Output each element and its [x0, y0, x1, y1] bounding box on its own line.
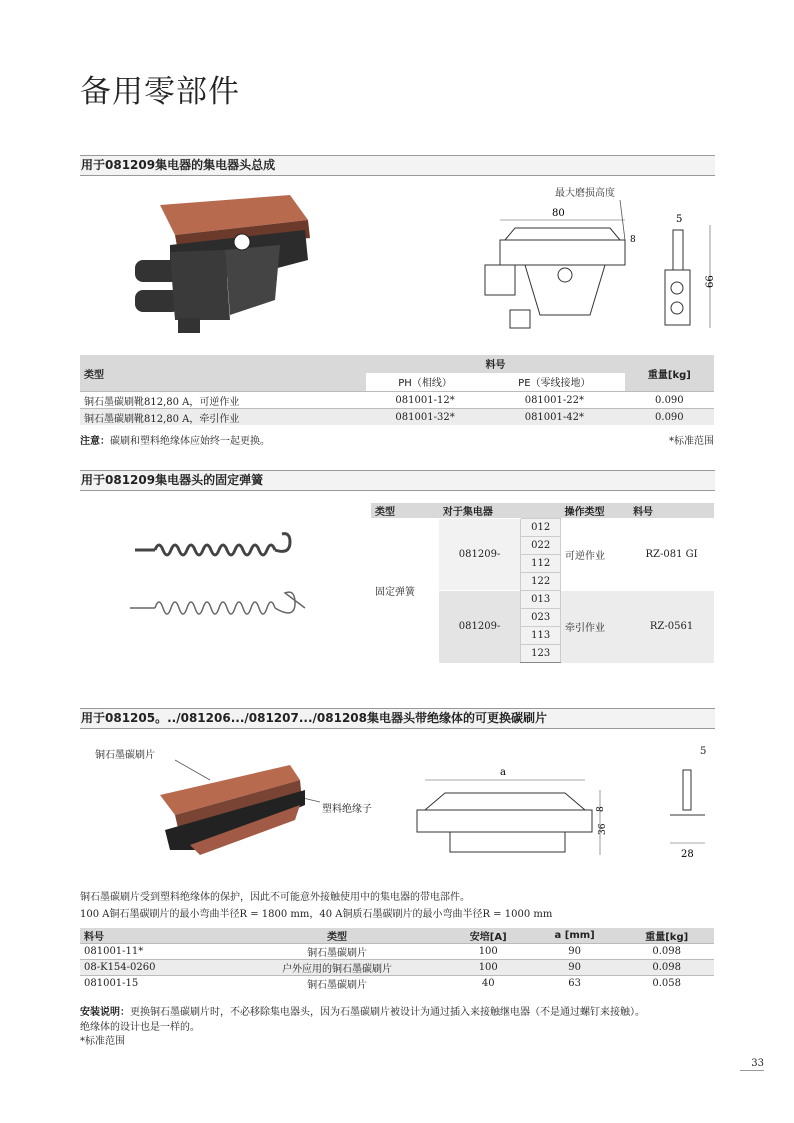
- brush-description: 铜石墨碳刷片受到塑料绝缘体的保护，因此不可能意外接触使用中的集电器的带电部件。: [80, 892, 470, 903]
- brush-photo: [140, 755, 330, 865]
- table-row: 081001-15 铜石墨碳刷片 40 63 0.058: [80, 976, 714, 992]
- table-row: 08-K154-0260 户外应用的铜石墨碳刷片 100 90 0.098: [80, 960, 714, 976]
- col-pe: PE（零线接地）: [484, 373, 625, 392]
- install-note: 安装说明：更换铜石墨碳刷片时，不必移除集电器头，因为石墨碳刷片被设计为通过插入来接触继电器（不是通过螺钉来接触）。: [80, 1007, 645, 1018]
- collector-head-photo: [130, 190, 320, 340]
- page-number: 33: [751, 1058, 764, 1069]
- svg-text:66: 66: [705, 275, 716, 288]
- col-ph: PH（相线）: [366, 373, 484, 392]
- spring-photo: [125, 530, 315, 640]
- brush-drawing: [405, 755, 705, 865]
- svg-text:a: a: [500, 767, 506, 778]
- col-part: 料号: [366, 355, 625, 373]
- table-row: 081001-11* 铜石墨碳刷片 100 90 0.098: [80, 944, 714, 960]
- standard-range-note: *标准范围: [669, 436, 714, 447]
- install-note-2: 绝缘体的设计也是一样的。: [80, 1022, 200, 1033]
- col-weight: 重量[kg]: [625, 355, 714, 392]
- section-heading-spring: 用于081209集电器头的固定弹簧: [80, 470, 715, 491]
- col-type: 类型: [80, 355, 366, 392]
- insulator-label: 塑料绝缘子: [322, 804, 372, 815]
- svg-text:36: 36: [598, 823, 608, 835]
- page-title: 备用零部件: [80, 74, 240, 110]
- spring-table: 类型 对于集电器 操作类型 料号 固定弹簧 081209- 012 可逆作业 RZ-081 GI 022 112 122 081209- 013 牵引作业 RZ-0561 023 113 123: [371, 503, 714, 663]
- svg-text:8: 8: [596, 806, 606, 812]
- bending-radius-note: 100 A铜石墨碳刷片的最小弯曲半径R = 1800 mm，40 A铜质石墨碳刷片的最小弯曲半径R = 1000 mm: [80, 909, 553, 920]
- note: 注意：碳刷和塑料绝缘体应始终一起更换。: [80, 436, 270, 447]
- svg-text:5: 5: [676, 214, 683, 225]
- wear-height-label: 最大磨损高度: [555, 188, 615, 199]
- dim-5-label: 5: [700, 746, 707, 757]
- section-heading-brush: 用于081205。../081206.../081207.../081208集电器头带绝缘体的可更换碳刷片: [80, 708, 715, 729]
- collector-head-drawing: [480, 180, 720, 340]
- svg-text:80: 80: [552, 208, 565, 219]
- svg-text:8: 8: [630, 235, 636, 245]
- brush-label: 铜石墨碳刷片: [95, 750, 155, 761]
- section-heading-collector-head: 用于081209集电器的集电器头总成: [80, 155, 715, 176]
- collector-head-table: [80, 355, 714, 425]
- table-row: 铜石墨碳刷靴812,80 A，可逆作业 081001-12* 081001-22* 0.090: [80, 392, 714, 409]
- standard-range-note-2: *标准范围: [80, 1036, 125, 1047]
- svg-text:28: 28: [681, 849, 694, 860]
- brush-table: 料号 类型 安培[A] a [mm] 重量[kg] 081001-11* 铜石墨碳刷片 100 90 0.098 08-K154-0260 户外应用的铜石墨碳刷片 100 90 0.098 081001-15 铜石墨碳刷片 40 63 0.058: [80, 928, 714, 991]
- page-number-rule: [740, 1070, 764, 1071]
- table-row: 铜石墨碳刷靴812,80 A，牵引作业 081001-32* 081001-42* 0.090: [80, 409, 714, 426]
